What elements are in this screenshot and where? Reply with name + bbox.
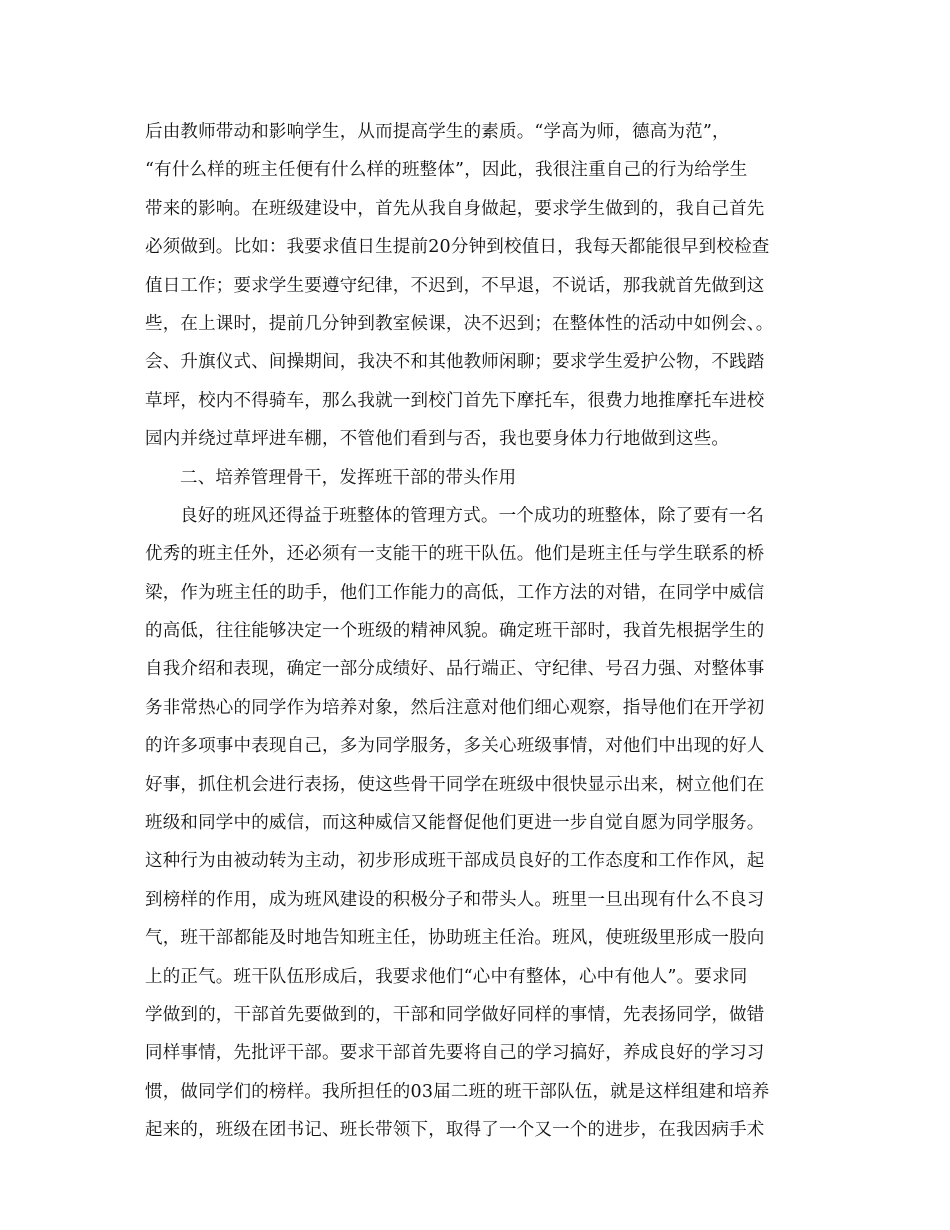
- text-line: 园内并绕过草坪进车棚，不管他们看到与否，我也要身体力行地做到这些。: [145, 429, 730, 450]
- text-line: 带来的影响。在班级建设中，首先从我自身做起，要求学生做到的，我自己首先: [145, 198, 765, 219]
- text-line: 草坪，校内不得骑车，那么我就一到校门首先下摩托车，很费力地推摩托车进校: [145, 390, 765, 411]
- section-heading: 二、培养管理骨干，发挥班干部的带头作用: [180, 467, 517, 488]
- text-line: 值日工作；要求学生要遵守纪律，不迟到，不早退，不说话，那我就首先做到这: [145, 275, 765, 296]
- text-line: 优秀的班主任外，还必须有一支能干的班干队伍。他们是班主任与学生联系的桥: [145, 544, 765, 565]
- text-line: 的许多项事中表现自己，多为同学服务，多关心班级事情，对他们中出现的好人: [145, 736, 765, 757]
- paragraph-start-line: 良好的班风还得益于班整体的管理方式。一个成功的班整体，除了要有一名: [180, 505, 765, 526]
- text-line: 的高低，往往能够决定一个班级的精神风貌。确定班干部时，我首先根据学生的: [145, 621, 765, 642]
- text-line: 后由教师带动和影响学生，从而提高学生的素质。“学高为师，德高为范”，: [145, 122, 730, 142]
- text-line: 梁，作为班主任的助手，他们工作能力的高低，工作方法的对错，在同学中威信: [145, 582, 765, 603]
- text-line: 必须做到。比如：我要求值日生提前20分钟到校值日，我每天都能很早到校检查: [145, 237, 770, 258]
- document-body: [145, 113, 805, 1150]
- text-line: 务非常热心的同学作为培养对象，然后注意对他们细心观察，指导他们在开学初: [145, 697, 765, 718]
- text-line: 气，班干部都能及时地告知班主任，协助班主任治。班风，使班级里形成一股向: [145, 928, 765, 949]
- text-line: 学做到的，干部首先要做到的，干部和同学做好同样的事情，先表扬同学，做错: [145, 1004, 765, 1025]
- text-line: 班级和同学中的威信，而这种威信又能督促他们更进一步自觉自愿为同学服务。: [145, 813, 765, 834]
- text-line: “有什么样的班主任便有什么样的班整体”，因此，我很注重自己的行为给学生: [145, 160, 748, 181]
- text-line: 惯，做同学们的榜样。我所担任的03届二班的班干部队伍，就是这样组建和培养: [145, 1081, 770, 1102]
- text-line: 同样事情，先批评干部。要求干部首先要将自己的学习搞好，养成良好的学习习: [145, 1043, 765, 1064]
- text-line: 到榜样的作用，成为班风建设的积极分子和带头人。班里一旦出现有什么不良习: [145, 889, 765, 910]
- text-line: 些，在上课时，提前几分钟到教室候课，决不迟到；在整体性的活动中如例会、。: [145, 313, 774, 334]
- text-line: 这种行为由被动转为主动，初步形成班干部成员良好的工作态度和工作作风，起: [145, 851, 765, 872]
- text-line: 会、升旗仪式、间操期间，我决不和其他教师闲聊；要求学生爱护公物，不践踏: [145, 352, 765, 373]
- text-line: 起来的，班级在团书记、班长带领下，取得了一个又一个的进步，在我因病手术: [145, 1120, 765, 1141]
- text-line: 好事，抓住机会进行表扬，使这些骨干同学在班级中很快显示出来，树立他们在: [145, 774, 765, 795]
- text-line: 自我介绍和表现，确定一部分成绩好、品行端正、守纪律、号召力强、对整体事: [145, 659, 765, 680]
- text-line: 上的正气。班干队伍形成后，我要求他们“心中有整体，心中有他人”。要求同: [145, 966, 748, 987]
